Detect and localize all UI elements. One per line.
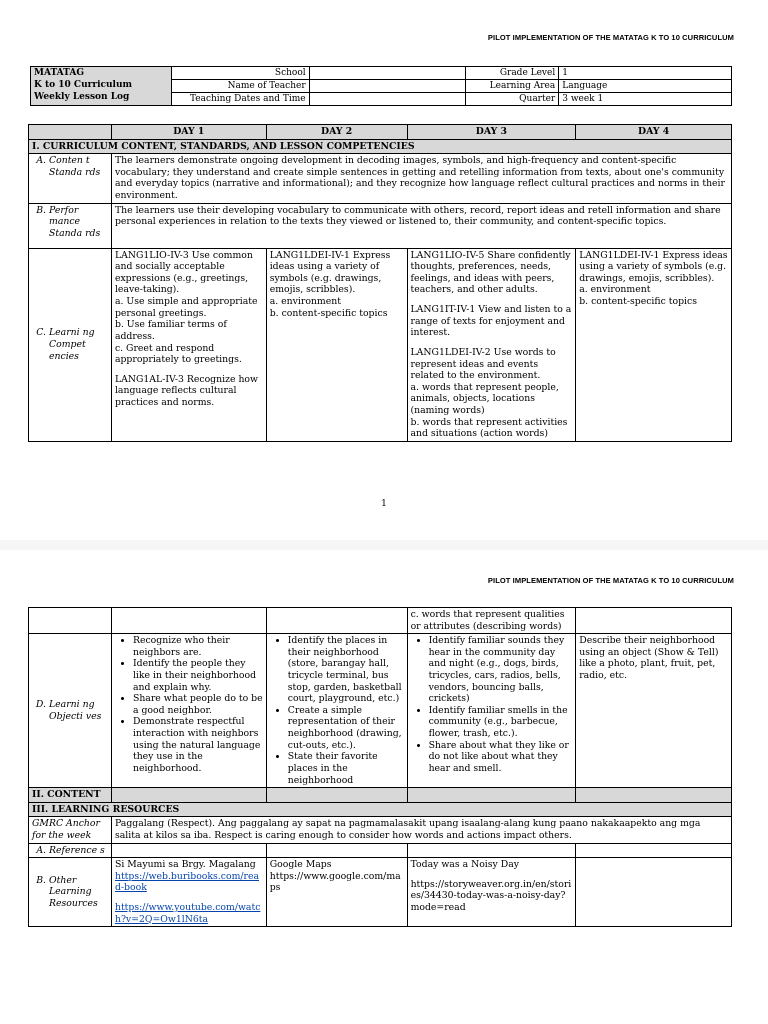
competency-text: LANG1LDEI-IV-1 Express ideas using a variety of symbols (e.g. drawings, emojis, scribbles). a. environment b. content-specific topics xyxy=(579,249,728,308)
row-letter: A. xyxy=(36,155,46,167)
learning-area-value[interactable]: Language xyxy=(559,80,732,93)
content-day1 xyxy=(111,788,266,803)
row-label: Learni ng Compet encies xyxy=(49,327,95,362)
resource-title: Google Maps xyxy=(269,859,332,871)
day-header: DAY 1 xyxy=(111,125,266,140)
gmrc-label: GMRC Anchor for the week xyxy=(29,817,112,843)
section-resources: III. LEARNING RESOURCES xyxy=(29,802,732,817)
day-header: DAY 4 xyxy=(576,125,732,140)
section-content: II. CONTENT xyxy=(29,788,112,803)
other-resources-day4 xyxy=(576,858,732,927)
row-label: Perfor mance Standa rds xyxy=(49,204,101,239)
row-label: Learni ng Objecti ves xyxy=(49,699,102,722)
competency-text: LANG1LIO-IV-3 Use common and socially acceptable expressions (e.g., greetings, leave-taking). a. Use simple and appropriate personal greetings. b. Use familiar terms of address. c. Greet and respond appropriately to greetings. xyxy=(114,249,258,366)
other-resources-day3 xyxy=(407,858,576,927)
other-resources-day2 xyxy=(266,858,407,927)
row-letter: D. xyxy=(35,699,46,711)
performance-standards-label xyxy=(29,203,112,248)
references-day1 xyxy=(111,843,266,858)
lesson-plan-table-page1 xyxy=(28,124,732,442)
other-resources-day1 xyxy=(111,858,266,927)
day-header: DAY 2 xyxy=(266,125,407,140)
log-title-line: K to 10 Curriculum xyxy=(34,80,133,90)
row-label: Conten t Standa rds xyxy=(49,155,101,178)
competencies-day1 xyxy=(111,248,266,441)
row-label: Other Learning Resources xyxy=(49,874,98,910)
section-curriculum: I. CURRICULUM CONTENT, STANDARDS, AND LESSON COMPETENCIES xyxy=(29,139,732,154)
objective-item: • Create a simple representation of their neighborhood (drawing, cut-outs, etc.). xyxy=(288,705,404,751)
references-day2 xyxy=(266,843,407,858)
objective-item: • Share about what they like or do not like about what they hear and smell. xyxy=(429,740,573,775)
row-letter: B. xyxy=(36,204,46,216)
content-day4 xyxy=(576,788,732,803)
quarter-label: Quarter xyxy=(466,93,559,106)
other-resources-label xyxy=(29,858,112,927)
competencies-label xyxy=(29,248,112,441)
performance-standards-text: The learners use their developing vocabulary to communicate with others, record, report ideas and retell information and share personal experiences in relation to the texts they viewed or listened to, their community, and content-specific topics. xyxy=(111,203,731,248)
page-2 xyxy=(0,550,768,1024)
school-value[interactable] xyxy=(309,67,466,80)
objective-item: • State their favorite places in the neighborhood xyxy=(288,751,404,786)
learning-area-label: Learning Area xyxy=(466,80,559,93)
row-label: Reference s xyxy=(49,844,105,856)
row-letter: C. xyxy=(36,327,46,339)
content-standards-label xyxy=(29,154,112,203)
references-day4 xyxy=(576,843,732,858)
competencies-day4 xyxy=(576,248,732,441)
log-title-line: Weekly Lesson Log xyxy=(34,92,130,102)
resource-link[interactable]: https://www.youtube.com/watch?v=2Q=Ow1lN6ta xyxy=(114,902,261,925)
corner-cell xyxy=(29,125,112,140)
objective-item: • Demonstrate respectful interaction with neighbors using the natural language they use in the neighborhood. xyxy=(133,716,263,774)
competencies-day3 xyxy=(407,248,576,441)
resource-title: Today was a Noisy Day xyxy=(410,859,519,871)
row-letter: A. xyxy=(36,844,46,856)
competency-text: LANG1LIO-IV-5 Share confidently thoughts, preferences, needs, feelings, and ideas with peers, teachers, and other adults. xyxy=(410,249,571,296)
references-day3 xyxy=(407,843,576,858)
competency-text: LANG1AL-IV-3 Recognize how language reflects cultural practices and norms. xyxy=(114,373,258,408)
lesson-plan-table-page2 xyxy=(28,607,732,927)
objective-item: • Share what people do to be a good neighbor. xyxy=(133,693,263,716)
resource-url[interactable]: https://www.google.com/maps xyxy=(269,870,401,894)
log-title xyxy=(31,67,172,106)
school-label: School xyxy=(171,67,309,80)
lesson-log-table xyxy=(30,66,732,106)
grade-level-value[interactable]: 1 xyxy=(559,67,732,80)
page-header: PILOT IMPLEMENTATION OF THE MATATAG K TO 10 CURRICULUM xyxy=(487,33,734,42)
dates-label: Teaching Dates and Time xyxy=(171,93,309,106)
continued-day3: c. words that represent qualities or attributes (describing words) xyxy=(407,608,576,634)
competency-text: LANG1LDEI-IV-1 Express ideas using a variety of symbols (e.g. drawings, emojis, scribbles). a. environment b. content-specific topics xyxy=(269,249,391,319)
content-day3 xyxy=(407,788,576,803)
competency-text: LANG1LDEI-IV-2 Use words to represent ideas and events related to the environment. a. words that represent people, animals, objects, locations (naming words) b. words that represent activities and situations (action words) xyxy=(410,346,568,440)
continued-label xyxy=(29,608,112,634)
day-header: DAY 3 xyxy=(407,125,576,140)
dates-value[interactable] xyxy=(309,93,466,106)
content-standards-text: The learners demonstrate ongoing development in decoding images, symbols, and high-frequency and content-specific vocabulary; they understand and create simple sentences in getting and retelling information from texts, about one's community and everyday topics (narrative and informational); and they recognize how language reflect cultural practices and norms in their environment. xyxy=(111,154,731,203)
row-letter: B. xyxy=(36,874,46,886)
resource-title: Si Mayumi sa Brgy. Magalang xyxy=(114,859,256,871)
objectives-day4: Describe their neighborhood using an object (Show & Tell) like a photo, plant, fruit, pet, radio, etc. xyxy=(576,634,732,788)
objectives-day2 xyxy=(266,634,407,788)
continued-day4 xyxy=(576,608,732,634)
objectives-label xyxy=(29,634,112,788)
objectives-day3 xyxy=(407,634,576,788)
objective-item: • Identify the people they like in their neighborhood and explain why. xyxy=(133,658,263,693)
continued-day1 xyxy=(111,608,266,634)
gmrc-text: Paggalang (Respect). Ang paggalang ay sapat na pagmamalasakit upang isaalang-alang kung paano nakakaapekto ang mga salita at kilos sa iba. Respect is caring enough to consider how words and actions impact others. xyxy=(111,817,731,843)
teacher-value[interactable] xyxy=(309,80,466,93)
resource-link[interactable]: https://web.buribooks.com/read-book xyxy=(114,870,260,894)
objective-item: • Identify the places in their neighborhood (store, barangay hall, tricycle terminal, bus stop, garden, basketball court, playground, etc.) xyxy=(288,635,404,705)
competency-text: LANG1IT-IV-1 View and listen to a range of texts for enjoyment and interest. xyxy=(410,304,572,339)
competencies-day2 xyxy=(266,248,407,441)
grade-level-label: Grade Level xyxy=(466,67,559,80)
continued-day2 xyxy=(266,608,407,634)
resource-url[interactable]: https://storyweaver.org.in/en/stories/34430-today-was-a-noisy-day?mode=read xyxy=(410,878,572,914)
log-title-line: MATATAG xyxy=(34,68,85,78)
content-day2 xyxy=(266,788,407,803)
quarter-value[interactable]: 3 week 1 xyxy=(559,93,732,106)
references-label xyxy=(29,843,112,858)
objectives-day1 xyxy=(111,634,266,788)
objective-item: • Identify familiar smells in the community (e.g., barbecue, flower, trash, etc.). xyxy=(429,705,573,740)
teacher-label: Name of Teacher xyxy=(171,80,309,93)
page-number: 1 xyxy=(381,499,387,509)
objective-item: • Identify familiar sounds they hear in the community day and night (e.g., dogs, birds, tricycles, cars, radios, bells, vendors, bouncing balls, crickets) xyxy=(429,635,573,705)
page-header: PILOT IMPLEMENTATION OF THE MATATAG K TO 10 CURRICULUM xyxy=(487,576,734,585)
objective-item: • Recognize who their neighbors are. xyxy=(133,635,263,658)
